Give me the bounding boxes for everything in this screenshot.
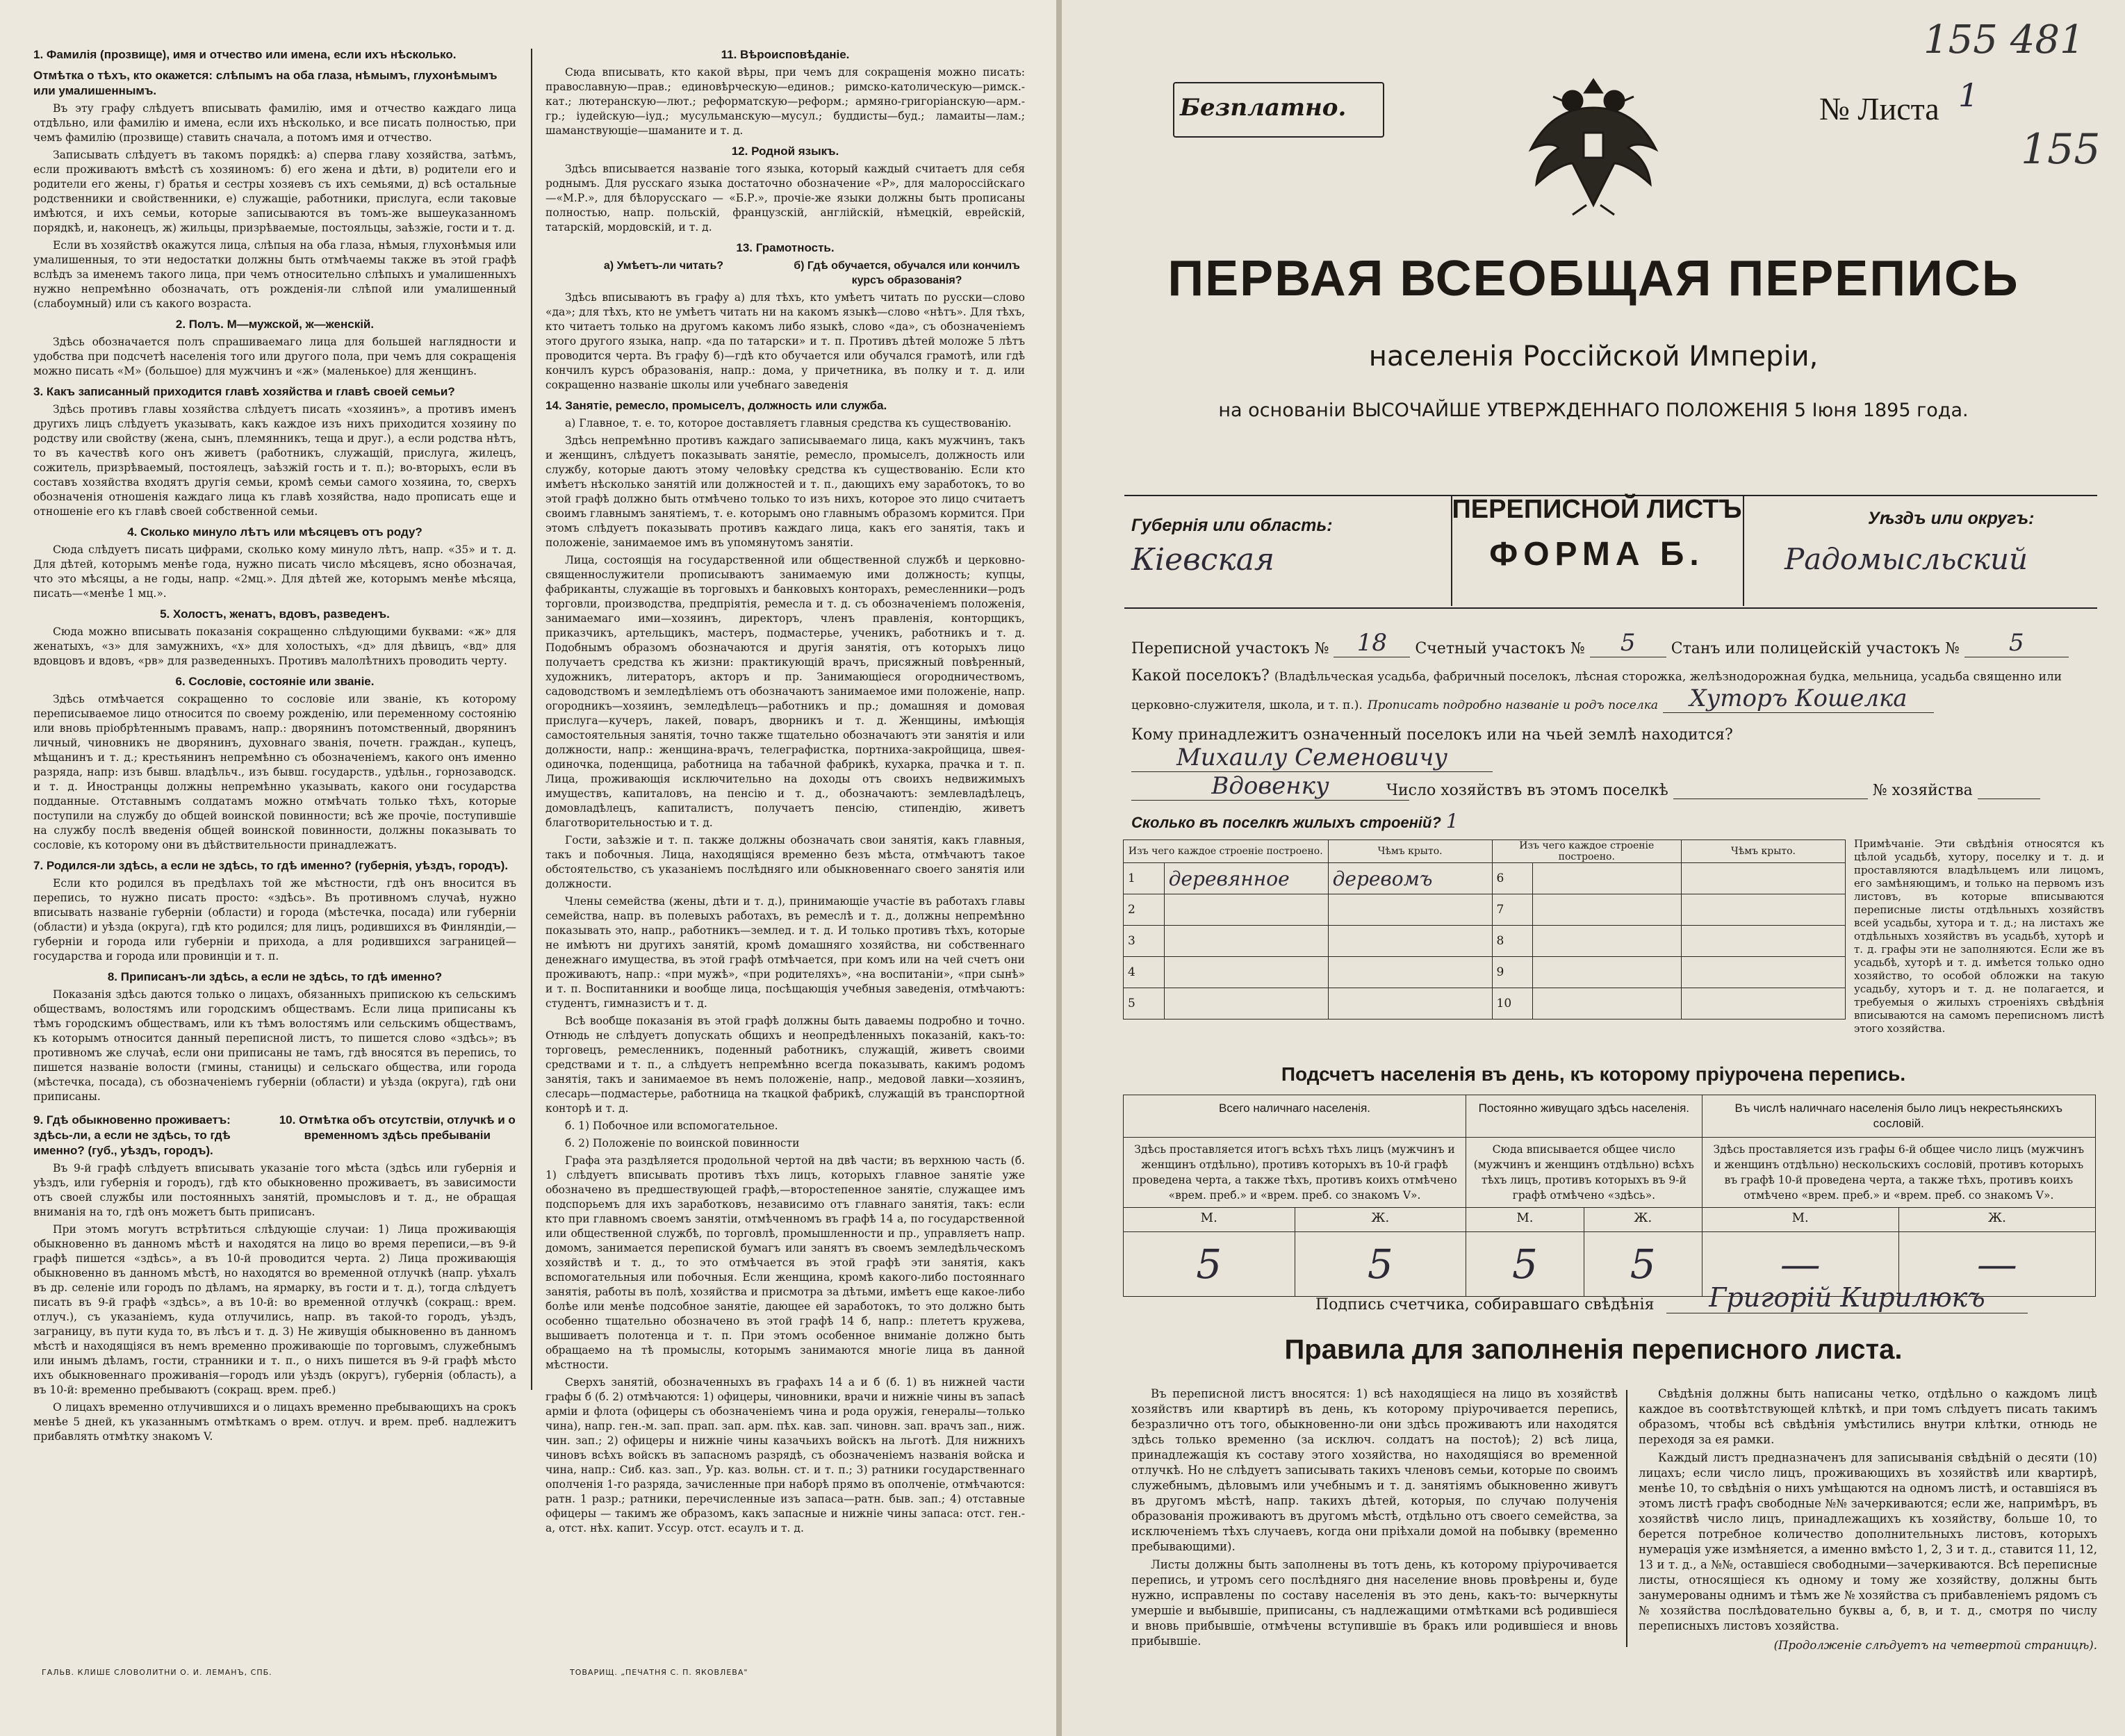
guberniya-value[interactable]: Кiевская	[1131, 542, 1275, 578]
form-legal-basis: на основаніи ВЫСОЧАЙШЕ УТВЕРЖДЕННАГО ПОЛОЖЕНІЯ 5 Іюня 1895 года.	[1218, 400, 1969, 421]
dwelling-material-2	[1533, 957, 1682, 988]
dwelling-material-2	[1533, 894, 1682, 926]
buildings-value[interactable]: 1	[1445, 810, 1459, 833]
count-female-label: Ж.	[1584, 1208, 1702, 1232]
count-female-label: Ж.	[1898, 1208, 2095, 1232]
col1-heading-0: 1. Фамилія (прозвище), имя и отчество или имена, если ихъ нѣсколько.	[33, 48, 457, 61]
count-female-value[interactable]: 5	[1295, 1232, 1466, 1297]
handwritten-side-number: 155	[2021, 125, 2101, 174]
free-stamp: Безплатно.	[1180, 94, 1347, 122]
dwelling-material	[1164, 894, 1328, 926]
col2-heading-3: 14. Занятіе, ремесло, промыселъ, должность или служба.	[545, 399, 887, 412]
count-column-head-2: Въ числѣ наличнаго населенія было лицъ некрестьянскихъ сословій.	[1702, 1095, 2095, 1138]
dwelling-num: 4	[1124, 957, 1165, 988]
enumerator-signature-label: Подпись счетчика, собиравшаго свѣдѣнія	[1315, 1296, 1655, 1313]
dwelling-material-2	[1533, 863, 1682, 894]
instructions-column-2	[545, 42, 1025, 1633]
col1-paragraph-3-0: Здѣсь противъ главы хозяйства слѣдуетъ писать «хозяинъ», а противъ именъ другихъ лицъ слѣдуетъ указывать, какъ каждое изъ нихъ приходится хозяину по родству или свойству (жена, сынъ, племянникъ, теща и друг.), а если родства нѣтъ, то въ качествѣ кого онъ живетъ (работникъ, служащій, прислуга, жилецъ, сожитель, призрѣваемый, постоялецъ, заѣзжій гость и т. п.); во-вторыхъ, если въ составъ хозяйства входятъ другія семьи, кромѣ семьи самого хозяина, то, сверхъ обозначенія отношенія каждаго лица къ главѣ хозяйства, надо прописать еще и отношеніе его къ главѣ своей собственной семьи.	[33, 403, 516, 518]
household-number-label: № хозяйства	[1872, 782, 1973, 799]
dwelling-roof-2	[1682, 863, 1846, 894]
col2-paragraph-3-7: б. 2) Положеніе по воинской повинности	[565, 1137, 800, 1149]
right-page-census-form	[1062, 0, 2125, 1736]
form-type-title: ФОРМА Б.	[1489, 536, 1705, 573]
column-divider	[531, 49, 532, 1390]
dwellings-note: Примѣчаніе. Эти свѣдѣнія относятся къ цѣлой усадьбѣ, хутору, поселку и т. д. и проставляются владѣльцемъ или лицомъ, его замѣняющимъ, и только на первомъ изъ листовъ, въ которые вписываются переписные листы отдѣльныхъ хозяйствъ всей усадьбы, хутора и т. д.; на листахъ же отдѣльныхъ хозяйствъ въ усадьбѣ, хуторѣ и т. д. графы эти не заполняются. Если же въ усадьбѣ, хуторѣ и т. д. имѣется только одно хозяйство, то особой обложки на такую усадьбу, хуторъ и т. д. не полагается, и требуемыя о жилыхъ строеніяхъ свѣдѣнія вписываются на самомъ переписномъ листѣ этого хозяйства.	[1854, 837, 2104, 1035]
dwelling-num-2: 6	[1492, 863, 1533, 894]
precinct-value[interactable]: 18	[1334, 629, 1410, 657]
dwelling-row	[1124, 894, 1846, 926]
dwelling-material	[1164, 957, 1328, 988]
rules-title: Правила для заполненія переписного листа.	[1284, 1334, 1903, 1365]
count-column-desc-2: Здѣсь проставляется изъ графы 6-й общее число лицъ (мужчинъ и женщинъ отдѣльно) нескольскихъ сословій, противъ которыхъ въ графѣ 10-й проведена черта, а также тѣхъ, противъ коихъ отмѣчено «врем. преб.» и «врем. преб. со знакомъ V».	[1702, 1138, 2095, 1208]
dwell-header-roof-1: Чѣмъ крыто.	[1328, 840, 1492, 863]
form-subtitle: населенія Россійской Имперіи,	[1368, 341, 1819, 372]
rules-paragraph: Въ переписной листъ вносятся: 1) всѣ находящіеся на лицо въ хозяйствѣ хозяйствъ или квартирѣ въ день, къ которому пріурочивается перепись, безразлично отъ того, обыкновенно-ли они здѣсь проживаютъ или находятся здѣсь только временно (за исключ. солдатъ на постоѣ); 2) всѣ лица, принадлежащія къ составу этого хозяйства, но находящіяся во временной отлучкѣ. Но не слѣдуетъ записывать такихъ членовъ семьи, которые по своимъ служебнымъ, дѣловымъ или учебнымъ и т. д. занятіямъ обыкновенно живутъ въ другомъ мѣстѣ, напр. такихъ дѣтей, которыя, по случаю полученія образованія проживаютъ въ другомъ мѣстѣ, отдѣльно отъ своего семейства, за исключеніемъ тѣхъ случаевъ, когда они пріѣхали домой на побывку (временно пребывающими).	[1131, 1387, 1618, 1553]
col2-paragraph-3-1: Здѣсь непремѣнно противъ каждаго записываемаго лица, какъ мужчинъ, такъ и женщинъ, слѣдуетъ показывать занятіе, ремесло, промыселъ, должность или службу, которые даютъ этому человѣку средства къ существованію. Если кто имѣетъ нѣсколько занятій или должностей и т. п., дающихъ ему заработокъ, то во этой графѣ должно быть отмѣчено только то изъ нихъ, которое это лицо считаетъ своимъ главнымъ занятіемъ, т. е. которымъ оно главнымъ образомъ кормится. При этомъ слѣдуетъ показывать противъ каждаго лица, какъ его занятія, такъ и положеніе, занимаемое имъ въ упомянутомъ занятіи.	[545, 434, 1025, 549]
dwelling-material-2	[1533, 926, 1682, 957]
col1-heading-2: 2. Полъ. М—мужской, ж—женскій.	[175, 318, 375, 331]
precinct-row	[1131, 629, 2090, 657]
col1-paragraph-8-0: Показанія здѣсь даются только о лицахъ, обязанныхъ припискою къ сельскимъ обществамъ, волостямъ или городскимъ обществамъ. Если лица приписаны къ тѣмъ городскимъ обществамъ, или къ тѣмъ волостямъ или сельскимъ обществамъ, къ которымъ относится данный переписной листъ, то пишется слово «здѣсь»; въ противномъ же случаѣ, если они приписаны не тамъ, гдѣ вносятся въ перепись, то пишется названіе волости (гмины, станицы) и сельскаго общества, или города (мѣстечка, посада), съ обозначеніемъ губерніи (области) и уѣзда (округа), гдѣ они приписаны.	[33, 988, 516, 1103]
rules-column-2	[1639, 1386, 2097, 1656]
col1-heading-6: 6. Сословіе, состояніе или званіе.	[175, 675, 375, 688]
rules-divider	[1626, 1390, 1627, 1647]
col1-paragraph-5-0: Сюда можно вписывать показанія сокращенно слѣдующими буквами: «ж» для женатыхъ, «з» для замужнихъ, «х» для холостыхъ, «д» для дѣвицъ, «вд» для вдовцовъ и вдовъ, «рв» для разведенныхъ. Противъ малолѣтнихъ проводить черту.	[33, 625, 516, 667]
col2-paragraph-3-2: Лица, состоящія на государственной или общественной службѣ и церковно-священнослужители прописываютъ занимаемую ими должность; купцы, фабриканты, служащіе въ торговыхъ и банковыхъ конторахъ, ремесленники—родъ торговли, производства, предпріятія, ремесла и т. д. съ обозначеніемъ положенія, занимаемаго ими—хозяинъ, директоръ, членъ правленія, конторщикъ, приказчикъ, артельщикъ, мастеръ, подмастерье, ученикъ, работникъ и т. д. Подобнымъ образомъ обозначаются и другія занятія, отъ которыхъ лицо получаетъ средства къ жизни: практикующій врачъ, присяжный повѣренный, художникъ, литераторъ, акторъ и пр. Занимающіеся огородничествомъ, садоводствомъ и земледѣліемъ отъ обозначаютъ занимаемое ими положеніе, напр. огородникъ—хозяинъ, земледѣлецъ—работникъ и пр.; домашняя и домовая прислуга—кучеръ, лакей, поваръ, дворникъ и т. д. Женщины, имѣющія самостоятельныя занятія, точно также тщательно обозначаютъ эти занятія и или должности, напр.: женщина-врачъ, телеграфистка, портниха-закройщица, швея-одиночка, поденщица, работница на табачной фабрикѣ, кухарка, прачка и т. п. Лица, проживающія исключительно на доходы отъ своихъ недвижимыхъ имуществъ, капиталовъ, на пенсію и т. д., обозначаютъ: землевладѣлецъ, домовладѣлецъ, капиталистъ, получаетъ пенсію, стипендію, живетъ благотворительностью и т. д.	[545, 554, 1025, 829]
dwelling-roof	[1328, 894, 1492, 926]
instructions-column-1	[33, 42, 516, 1661]
dwelling-num: 5	[1124, 988, 1165, 1020]
dwelling-roof-2	[1682, 894, 1846, 926]
col1-heading-1: Отмѣтка о тѣхъ, кто окажется: слѣпымъ на оба глаза, нѣмымъ, глухонѣмымъ или умалишеннымъ.	[33, 69, 498, 97]
double-headed-eagle-emblem	[1517, 66, 1670, 219]
dwelling-row	[1124, 863, 1846, 894]
col2-paragraph-2-0: Здѣсь вписываютъ въ графу а) для тѣхъ, кто умѣетъ читать по русски—слово «да»; для тѣхъ, кто не умѣетъ читать ни на какомъ языкѣ—слово «нѣтъ». Для тѣхъ, кто читаетъ только на другомъ какомъ либо языкѣ, слово «да», съ обозначеніемъ этого другого языка, напр. «да по татарски» и т. п. Противъ дѣтей моложе 5 лѣтъ проводится черта. Въ графу б)—гдѣ кто обучается или обучался грамотѣ, или гдѣ кончилъ курсъ образованія, напр.: дома, у причетника, въ полку и т. д. или сокращенно названіе школы или учебнаго заведенія	[545, 291, 1025, 391]
col2-paragraph-3-6: б. 1) Побочное или вспомогательное.	[565, 1120, 778, 1132]
count-male-label: М.	[1702, 1208, 1898, 1232]
enumerator-signature[interactable]: Григорій Кирилюкъ	[1666, 1282, 2028, 1313]
dwelling-num-2: 9	[1492, 957, 1533, 988]
form-sheet-title: ПЕРЕПИСНОЙ ЛИСТЪ	[1452, 495, 1742, 524]
dwelling-row	[1124, 957, 1846, 988]
settlement-value[interactable]: Хуторъ Кошелка	[1663, 685, 1934, 713]
col1-paragraph-9-0: Въ 9-й графѣ слѣдуетъ вписывать указаніе того мѣста (здѣсь или губернія и уѣздъ, или губернія и городъ), гдѣ кто обыкновенно проживаетъ, въ зависимости отъ своей службы или постоянныхъ занятій, промысловъ и т. д., не обращая вниманія на то, гдѣ онъ можетъ быть приписанъ.	[33, 1162, 516, 1218]
dwelling-roof-2	[1682, 957, 1846, 988]
handwritten-archive-number: 155 481	[1923, 17, 2085, 63]
dwellings-table	[1123, 840, 1846, 1020]
owner-value-line2[interactable]: Вдовенку	[1131, 772, 1409, 801]
dwelling-num: 3	[1124, 926, 1165, 957]
col2-paragraph-3-3: Гости, заѣзжіе и т. п. также должны обозначать свои занятія, какъ главныя, такъ и побочныя. Лица, находящіяся временно безъ мѣста, отмѣчаютъ такое обстоятельство, съ указаніемъ послѣдняго или обыкновеннаго своего занятія или должности.	[545, 834, 1025, 890]
dwelling-roof	[1328, 988, 1492, 1020]
header-frame-divider-right	[1743, 495, 1744, 606]
dwelling-roof-2	[1682, 988, 1846, 1020]
owner-question: Кому принадлежитъ означенный поселокъ или на чьей землѣ находится?	[1131, 726, 1733, 744]
dwelling-roof-2	[1682, 926, 1846, 957]
stan-label: Станъ или полицейскій участокъ №	[1671, 640, 1960, 657]
sheet-number-label: № Листа	[1819, 91, 1939, 126]
dwelling-material	[1164, 926, 1328, 957]
col1-paragraph-6-0: Здѣсь отмѣчается сокращенно то сословіе или званіе, къ которому переписываемое лицо относится по своему рожденію, или переменному состоянію или вновь пріобрѣтеннымъ правамъ, напр.: дворянинъ потомственный, дворянинъ личный, чиновникъ не дворянинъ, духовнаго званія, почетн. граждан., купецъ, мѣщанинъ и т. д.; крестьянинъ непремѣнно съ обозначеніемъ, какого онъ именно разряда, напр: изъ бывш. владѣльч., изъ бывш. государств., удѣльн., горнозаводск. и т. д. Иностранцы должны непремѣнно указывать, какого они государства подданные. Отставнымъ солдатамъ можно отмѣчать только тѣхъ, которые поступили на службу до общей воинской повинности; всѣ же прочіе, поступившіе на службу послѣ введенія общей воинской повинности, должны показывать то сословіе, къ которому они въ дѣйствительности принадлежатъ.	[33, 693, 516, 851]
col1-paragraph-9-1: При этомъ могутъ встрѣтиться слѣдующіе случаи: 1) Лица проживающія обыкновенно въ данномъ мѣстѣ и находятся на лицо во время переписи,—въ 9-й графѣ пишется «здѣсь», а въ 10-й проводится черта. 2) Лица проживающія обыкновенно въ данномъ мѣстѣ, но находятся во временной отлучкѣ (напр. уѣхалъ въ др. селеніе или городъ по дѣламъ, на ярмарку, въ гости и т. д.), тогда слѣдуетъ писать въ 9-й графѣ «здѣсь», а въ 10-й: во временной отлучкѣ (сокращ.: врем. отлуч.), съ указаніемъ, куда отлучились, напр. въ такой-то городъ, уѣздъ, заграницу, въ пути куда то, въ лѣсъ и т. д. 3) Не живущія обыкновенно въ данномъ мѣстѣ и находящіяся въ немъ временно проживающіе по торговымъ, служебнымъ или инымъ дѣламъ, гости, странники и т. п., о нихъ пишется въ 9-й графѣ мѣсто ихъ обыкновеннаго проживанія—городъ или уѣздъ (округъ), губернія (область), а въ 10-й: временно пребываютъ (сокращ. врем. преб.)	[33, 1223, 516, 1396]
dwelling-num-2: 8	[1492, 926, 1533, 957]
col1-heading-7: 7. Родился-ли здѣсь, а если не здѣсь, то гдѣ именно? (губернія, уѣздъ, городъ).	[33, 859, 509, 872]
page-gutter	[1056, 0, 1062, 1736]
col1-heading-10: 10. Отмѣтка объ отсутствіи, отлучкѣ и о временномъ здѣсь пребываніи	[279, 1113, 516, 1142]
settlement-question: Какой поселокъ?	[1131, 667, 1270, 685]
population-count-table	[1123, 1095, 2096, 1297]
count-male-label: М.	[1466, 1208, 1584, 1232]
guberniya-label: Губернія или область:	[1131, 516, 1333, 535]
rules-paragraph: Каждый листъ предназначенъ для записыванія свѣдѣній о десяти (10) лицахъ; если число лицъ, проживающихъ въ хозяйствѣ или квартирѣ, менѣе 10, то свѣдѣнія о нихъ умѣщаются на одномъ листѣ, и оставшіяся въ этомъ листѣ графъ свободные №№ зачеркиваются; если же, напримѣръ, въ хозяйствѣ число лицъ, принадлежащихъ къ хозяйству, больше 10, то берется потребное количество дополнительныхъ листовъ, которыхъ нумерація уже измѣняется, а именно вмѣсто 1, 2, 3 и т. д., ставится 11, 12, 13 и т. д., а №№, оставшіеся свободными—зачеркиваются. Всѣ переписные листы, относящіеся къ одному и тому же хозяйству, должны быть занумерованы однимъ и тѣмъ же № хозяйства съ прибавленіемъ рядомъ съ № хозяйства послѣдовательно буквы а, б, в, и т. д., смотря по числу переписныхъ листовъ хозяйства.	[1639, 1451, 2097, 1632]
count-male-value[interactable]: 5	[1466, 1232, 1584, 1297]
col2-paragraph-3-9: Сверхъ занятій, обозначенныхъ въ графахъ 14 а и б (б. 1) въ нижней части графы б (б. 2) отмѣчаются: 1) офицеры, чиновники, врачи и нижніе чины въ запасѣ арміи и флота (офицеры съ обозначеніемъ чина и рода оружія, генералы—только чина), напр. ген.-м. зап. прап. зап. арм. пѣх. кав. зап. чиновн. зап. врачъ зап., ниж. чин. зап.; 2) офицеры и нижніе чины казачьихъ войскъ на льготѣ. Для нижнихъ чиновъ всѣхъ войскъ въ запасномъ разрядѣ, съ обозначеніемъ названія войска и чина, напр.: Сиб. каз. зап., Ур. каз. вольн. ст. и т. п.; 3) ратники государственнаго ополченія 1-го разряда, зачисленные при наборѣ прямо въ ополченіе, отмѣчаются: ратн. 1 разр.; ратники, перечисленные изъ запаса—ратн. быв. зап.; 4) отставные офицеры — такимъ же образомъ, какъ запасные и нижніе чины запаса: отст. ген.-а, отст. нѣх. капит. Уссур. отст. есаулъ и т. д.	[545, 1376, 1025, 1534]
col2-literacy-sub-0: а) Умѣетъ-ли читать?	[603, 260, 724, 272]
col1-paragraph-1-1: Записывать слѣдуетъ въ такомъ порядкѣ: а) сперва главу хозяйства, затѣмъ, если проживаютъ вмѣстѣ съ хозяиномъ: б) его жена и дѣти, в) родители его и родители его жены, г) братья и сестры хозяевъ съ ихъ семьями, д) всѣ остальные родственники и свойственники, е) служащіе, работники, прислуга, если таковые имѣются, и ихъ семьи, которые записываются въ томъ-же вышеуказанномъ порядкѣ, и, наконецъ, ж) жильцы, призрѣваемые, постояльцы, заѣзжіе, гости и т. д.	[33, 149, 516, 234]
col1-paragraph-1-2: Если въ хозяйствѣ окажутся лица, слѣпыя на оба глаза, нѣмыя, глухонѣмыя или умалишенныя, то эти недостатки должны быть отмѣчаемы также въ этой графѣ вслѣдъ за именемъ такого лица, при чемъ относительно слѣпыхъ и умалишенныхъ нужно непремѣнно обозначать, отъ рожденія-ли слѣпой или умалишенный (слабоумный) или съ какого возраста.	[33, 239, 516, 310]
dwelling-material: деревянное	[1164, 863, 1328, 894]
col2-paragraph-3-4: Члены семейства (жены, дѣти и т. д.), принимающіе участіе въ работахъ главы семейства, напр. въ полевыхъ работахъ, въ ремеслѣ и т. д., должны непремѣнно показывать это, напр., работникъ—землед. и т. д. И только противъ тѣхъ, которые не имѣютъ ни другихъ занятій, кромѣ домашняго хозяйства, ни собственнаго денежнаго имущества, въ этой графѣ отмѣчается, при комъ или на чей счетъ они проживаютъ, напр.: «при мужѣ», «при родителяхъ», «на воспитаніи», «при сынѣ» и т. п. Воспитанники и вообще лица, посѣщающія учебныя заведенія, отмѣчаютъ: студентъ, гимназистъ и т. д.	[545, 895, 1025, 1010]
dwell-header-roof-2: Чѣмъ крыто.	[1682, 840, 1846, 863]
count-column-head-1: Постоянно живущаго здѣсь населенія.	[1466, 1095, 1703, 1138]
rules-column-1	[1131, 1386, 1618, 1652]
dwelling-num: 1	[1124, 863, 1165, 894]
col1-heading-3: 3. Какъ записанный приходится главѣ хозяйства и главѣ своей семьи?	[33, 385, 455, 398]
count-female-value[interactable]: —	[1898, 1232, 2095, 1297]
buildings-question: Сколько въ поселкѣ жилыхъ строеній?	[1131, 814, 1441, 831]
col1-paragraph-2-0: Здѣсь обозначается полъ спрашиваемаго лица для большей наглядности и удобства при подсчетѣ населенія того или другого пола, при чемъ для сокращенія можно писать «М» (большое) для мужчинъ и «ж» (маленькое) для женщинъ.	[33, 336, 516, 377]
households-label: Число хозяйствъ въ этомъ поселкѣ	[1386, 782, 1668, 799]
stan-value[interactable]: 5	[1964, 629, 2069, 657]
rules-paragraph: Свѣдѣнія должны быть написаны четко, отдѣльно о каждомъ лицѣ каждое въ соотвѣтствующей клѣткѣ, и при томъ слѣдуетъ писать такимъ образомъ, чтобы всѣ свѣдѣнія умѣстились внутри клѣтки, отнюдь не переходя за ея рамки.	[1639, 1387, 2097, 1446]
settlement-row	[1131, 667, 2097, 713]
dwell-header-material-2: Изъ чего каждое строеніе построено.	[1492, 840, 1681, 863]
rules-paragraph: Листы должны быть заполнены въ тотъ день, къ которому пріурочивается перепись, и утромъ сего послѣдняго дня население вновь провѣрены и, буде нужно, исправлены по составу населенія въ это день, какъ-то: вычеркнуты умершіе и выбывшіе, приписаны, съ надлежащими отмѣтками всѣ родившіеся и вновь прибывшіе, отмѣчены вступившіе въ бракъ или родившіеся и вновь прибывшіе.	[1131, 1558, 1618, 1648]
col1-paragraph-7-0: Если кто родился въ предѣлахъ той же мѣстности, гдѣ онъ вносится въ перепись, то нужно писать просто: «здѣсь». Въ противномъ случаѣ, нужно вписывать названіе губерніи (области) и города (мѣстечка, посада) или губерніи (области) и уѣзда (округа), гдѣ кто родился; для лицъ, родившихся въ Финляндіи,—губерніи и города или губерніи и прихода, а для родившихся заграницей—государства и города или провинціи и т. п.	[33, 877, 516, 963]
count-area-value[interactable]: 5	[1590, 629, 1666, 657]
col2-heading-2: 13. Грамотность.	[736, 241, 835, 254]
col1-paragraph-4-0: Сюда слѣдуетъ писать цифрами, сколько кому минуло лѣтъ, напр. «35» и т. д. Для дѣтей, которымъ менѣе года, нужно писать число мѣсяцевъ, ясно обозначая, что это мѣсяцы, а не годы, напр. «2мц.». Для дѣтей же, которымъ менѣе мѣсяца, писать—«менѣе 1 мц.».	[33, 543, 516, 600]
count-female-value[interactable]: 5	[1584, 1232, 1702, 1297]
col1-paragraph-1-0: Въ эту графу слѣдуетъ вписывать фамилію, имя и отчество каждаго лица отдѣльно, или фамилію и имена, если ихъ нѣсколько, и все писать полностью, при чемъ фамилію (прозвище) ставить сначала, а потомъ имя и отчество.	[33, 102, 516, 144]
col2-literacy-sub-1: б) Гдѣ обучается, обучался или кончилъ курсъ образованія?	[794, 260, 1020, 286]
count-column-desc-0: Здѣсь проставляется итогъ всѣхъ тѣхъ лицъ (мужчинъ и женщинъ отдѣльно), противъ которыхъ въ 10-й графѣ проведена черта, а также тѣхъ, противъ коихъ отмѣчено «врем. преб.» и «врем. преб. со знакомъ V».	[1124, 1138, 1466, 1208]
dwelling-num: 2	[1124, 894, 1165, 926]
count-male-value[interactable]: 5	[1124, 1232, 1295, 1297]
dwelling-roof	[1328, 957, 1492, 988]
dwelling-num-2: 7	[1492, 894, 1533, 926]
buildings-row	[1131, 810, 2090, 833]
imprint-right: ТОВАРИЩ. „ПЕЧАТНЯ С. П. ЯКОВЛЕВА"	[570, 1668, 748, 1677]
dwelling-num-2: 10	[1492, 988, 1533, 1020]
count-area-label: Счетный участокъ №	[1415, 640, 1585, 657]
sheet-number-value: 1	[1958, 76, 1979, 114]
count-male-value[interactable]: —	[1702, 1232, 1898, 1297]
imprint-left: ГАЛЬВ. КЛИШЕ СЛОВОЛИТНИ О. И. ЛЕМАНЪ, СПБ.	[42, 1668, 272, 1677]
col1-heading-4: 4. Сколько минуло лѣтъ или мѣсяцевъ отъ роду?	[127, 525, 422, 539]
population-count-title: Подсчетъ населенія въ день, къ которому пріурочена перепись.	[1281, 1063, 1906, 1085]
col2-paragraph-1-0: Здѣсь вписывается названіе того языка, который каждый считаетъ для себя роднымъ. Для русскаго языка достаточно обозначение «Р», для малороссійскаго—«М.Р.», для бѣлорусскаго — «Б.Р.», прочіе-же языки должны быть прописаны полностью, напр. польскій, французскій, англійскій, нѣмецкій, еврейскій, татарскій, мордовскій, и т. д.	[545, 163, 1025, 234]
owner-value-line1[interactable]: Михаилу Семеновичу	[1131, 744, 1493, 772]
col1-heading-8: 8. Приписанъ-ли здѣсь, а если не здѣсь, то гдѣ именно?	[107, 970, 443, 983]
col2-paragraph-3-5: Всѣ вообще показанія въ этой графѣ должны быть даваемы подробно и точно. Отнюдь не слѣдуетъ допускать общихъ и неопредѣленныхъ показаній, какъ-то: торговецъ, ремесленникъ, поденный работникъ, служащій, живетъ своими средствами и т. п., а слѣдуетъ непремѣнно всегда показывать, какимъ родомъ занятія, такъ и занимаемое въ немъ положеніе, напр., медовой лавки—хозяинъ, слесарь—подмастерье, работница на ткацкой фабрикѣ, служащій въ транспортной конторѣ и т. д.	[545, 1015, 1025, 1115]
households-row	[1131, 782, 2090, 799]
col1-paragraph-9-2: О лицахъ временно отлучившихся и о лицахъ временно пребывающихъ на срокъ менѣе 5 дней, къ указаннымъ отмѣткамъ о врем. отлуч. и врем. преб. надлежитъ прибавлять отмѣтку знакомъ V.	[33, 1401, 516, 1443]
form-main-title: ПЕРВАЯ ВСЕОБЩАЯ ПЕРЕПИСЬ	[1167, 251, 2019, 306]
col2-heading-0: 11. Вѣроисповѣданіе.	[721, 48, 850, 61]
count-column-head-0: Всего наличнаго населенія.	[1124, 1095, 1466, 1138]
precinct-label: Переписной участокъ №	[1131, 640, 1329, 657]
dwelling-roof: деревомъ	[1328, 863, 1492, 894]
settlement-note: (Владѣльческая усадьба, фабричный поселокъ, лѣсная сторожка, желѣзнодорожная будка, мельница, усадьба священно или церковно-служителя, школа, и т. п.).	[1131, 670, 2062, 712]
dwelling-row	[1124, 988, 1846, 1020]
settlement-instruction: Прописать подробно названіе и родъ поселка	[1367, 698, 1658, 712]
col2-heading-1: 12. Родной языкъ.	[731, 145, 839, 158]
dwelling-material	[1164, 988, 1328, 1020]
col2-literacy-subheads	[545, 259, 1025, 290]
dwell-header-material-1: Изъ чего каждое строеніе построено.	[1124, 840, 1329, 863]
col2-paragraph-3-8: Графа эта раздѣляется продольной чертой на двѣ части; въ верхнюю часть (б. 1) слѣдуетъ вписывать противъ тѣхъ лицъ, которыхъ главное занятіе уже обозначено въ предшествующей графѣ,—второстепенное занятіе, служащее имъ подспорьемъ для ихъ заработковъ, независимо отъ главнаго занятія, такъ: если кто при главномъ своемъ занятіи, отмѣченномъ въ графѣ 14 а, по государственной или общественной службѣ, по торговлѣ, промышленности и пр., управляетъ напр. домомъ, занимается перепиской бумагъ или занятъ въ своемъ земледѣльческомъ хозяйствѣ и т. д., то это отмѣчается въ этой графѣ эти занятія, какъ вспомогательныя или побочныя. Если женщина, кромѣ какого-либо постояннаго занятія, работы въ полѣ, хозяйства и присмотра за дѣтьми, имѣетъ еще какое-либо болѣе или менѣе подсобное занятіе, дающее ей заработокъ, то это должно быть особенно тщательно обозначено въ этой графѣ 14 б, напр.: плететъ кружева, вышиваетъ полотенца и т. п. При этомъ особенное вниманіе должно быть обращаемо на тѣ промыслы, которымъ занимаются многіе лица въ данной мѣстности.	[545, 1154, 1025, 1371]
uezd-label: Уѣздъ или округъ:	[1868, 509, 2035, 528]
dwelling-roof	[1328, 926, 1492, 957]
rules-continued-note: (Продолженіе слѣдуетъ на четвертой страницѣ).	[1773, 1639, 2097, 1652]
col2-paragraph-0-0: Сюда вписывать, кто какой вѣры, при чемъ для сокращенія можно писать: православную—прав.; единовѣрческую—единов.; римско-католическую—римск.-кат.; лютеранскую—лют.; реформатскую—реформ.; армяно-григоріанскую—арм.-гр.; іудейскую—іуд.; мусульманскую—мусул.; буддисты—буд.; ламаиты—лам.; шаманствующіе—шаманите и т. д.	[545, 66, 1025, 137]
count-male-label: М.	[1124, 1208, 1295, 1232]
col1-heading-9: 9. Гдѣ обыкновенно проживаетъ: здѣсь-ли, а если не здѣсь, то гдѣ именно? (губ., уѣздъ, городъ).	[33, 1113, 231, 1157]
count-female-label: Ж.	[1295, 1208, 1466, 1232]
dwelling-row	[1124, 926, 1846, 957]
dwelling-material-2	[1533, 988, 1682, 1020]
col1-dual-heading-9	[33, 1107, 516, 1161]
uezd-value[interactable]: Радомысльский	[1784, 542, 2028, 576]
left-page-instructions	[0, 0, 1056, 1736]
count-column-desc-1: Сюда вписывается общее число (мужчинъ и женщинъ отдѣльно) всѣхъ тѣхъ лицъ, противъ которыхъ въ 9-й графѣ отмѣчено «здѣсь».	[1466, 1138, 1703, 1208]
col2-paragraph-3-0: а) Главное, т. е. то, которое доставляетъ главныя средства къ существованію.	[565, 417, 1012, 429]
col1-heading-5: 5. Холостъ, женатъ, вдовъ, разведенъ.	[160, 607, 390, 621]
